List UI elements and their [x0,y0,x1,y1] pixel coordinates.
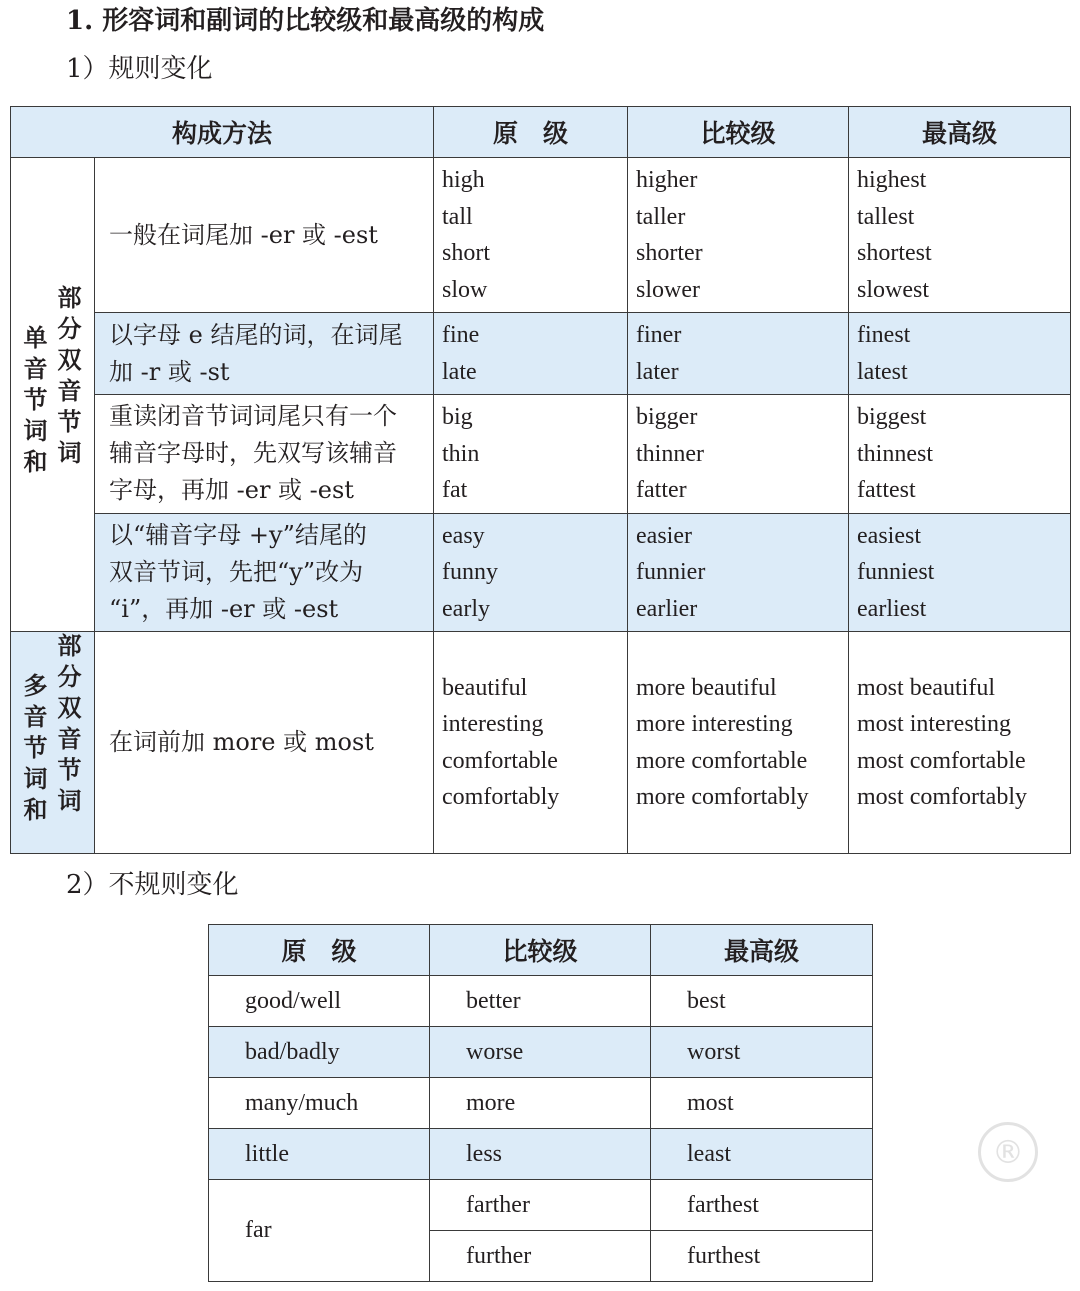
cell-line: thinnest [857,440,934,467]
vertical-char: 双 [57,693,82,722]
vertical-char: 和 [23,795,48,824]
vertical-char: 音 [57,376,82,405]
vertical-char: 词 [23,416,48,445]
irr-superlative: most [651,1078,873,1129]
cell-line: thinner [636,440,704,467]
cell-line: higher [636,167,698,193]
cell-line: fatter [636,477,687,503]
cell-line: fattest [857,477,916,503]
cell-line: most interesting [857,711,1011,737]
group-monosyllabic [11,158,95,632]
irr-comparative: worse [430,1027,651,1078]
irr-comparative: more [430,1078,651,1129]
cell-line: beautiful [442,674,528,701]
superlative-cell [849,313,1071,395]
irr-superlative: worst [651,1027,873,1078]
vertical-char: 和 [23,447,48,476]
irr-comparative: farther [430,1180,651,1231]
vertical-char: 节 [23,385,48,414]
base-cell [434,395,628,514]
cell-line: slowest [857,276,930,303]
vertical-char: 词 [23,764,48,793]
vertical-char: 双 [57,345,82,374]
irregular-heading: 2）不规则变化 [66,870,239,900]
irregular-table [208,924,873,1282]
cell-line: funny [442,559,499,585]
irr-superlative: farthest [651,1180,873,1231]
superlative-cell [849,513,1071,632]
irr-comparative: further [430,1231,651,1282]
regular-heading: 1）规则变化 [66,54,213,84]
superlative-cell [849,158,1071,313]
registered-watermark: ® [978,1122,1038,1182]
group1-right [58,282,82,477]
cell-line: shorter [636,240,703,266]
vertical-char: 部 [57,283,82,312]
cell-line: latest [857,358,908,385]
cell-line: fine [442,322,480,348]
vertical-char: 音 [57,724,82,753]
rule-cell [95,632,434,854]
cell-line: big [442,404,473,430]
vertical-char: 分 [57,314,82,343]
irr-superlative: least [651,1129,873,1180]
irr-base: good/well [209,976,430,1027]
regular-table [10,106,1071,854]
section-title: 1. 形容词和副词的比较级和最高级的构成 [66,6,545,36]
irr-superlative: best [651,976,873,1027]
cell-line: slower [636,276,700,303]
cell-line: late [442,358,477,385]
cell-line: early [442,595,490,622]
cell-line: slow [442,276,488,303]
base-cell [434,158,628,313]
comparative-cell [628,158,849,313]
cell-line: most comfortably [857,784,1027,810]
irr-base: little [209,1129,430,1180]
irr-header-superlative: 最高级 [651,925,873,976]
cell-line: tall [442,203,473,230]
vertical-char: 节 [57,755,82,784]
irr-header-base: 原 级 [209,925,430,976]
header-superlative: 最高级 [849,107,1071,158]
base-cell [434,513,628,632]
cell-line: 重读闭音节词词尾只有一个 [109,402,397,431]
vertical-char: 词 [57,786,82,815]
header-comparative: 比较级 [628,107,849,158]
header-base: 原 级 [434,107,628,158]
header-method: 构成方法 [11,107,434,158]
vertical-char: 节 [57,407,82,436]
cell-line: later [636,358,679,385]
rule-cell [95,513,434,632]
cell-line: tallest [857,203,915,230]
cell-line: 在词前加 more 或 most [109,728,374,756]
cell-line: more comfortably [636,784,809,810]
cell-line: more interesting [636,711,793,737]
cell-line: most beautiful [857,674,995,701]
cell-line: funnier [636,559,706,585]
superlative-cell [849,632,1071,854]
irr-header-comparative: 比较级 [430,925,651,976]
cell-line: more beautiful [636,674,777,701]
irr-superlative: furthest [651,1231,873,1282]
cell-line: funniest [857,559,935,585]
comparative-cell [628,513,849,632]
cell-line: highest [857,167,927,193]
cell-line: earlier [636,595,698,622]
cell-line: thin [442,440,480,467]
cell-line: easier [636,522,692,549]
rule-cell [95,395,434,514]
group1-left [24,322,48,477]
cell-line: taller [636,203,686,230]
cell-line: 一般在词尾加 -er 或 -est [109,220,378,249]
cell-line: 加 -r 或 -st [109,357,230,386]
cell-line: bigger [636,404,698,430]
cell-line: 以“辅音字母 +y”结尾的 [109,520,367,549]
cell-line: 以字母 e 结尾的词，在词尾 [109,320,403,349]
cell-line: high [442,167,485,193]
vertical-char: 部 [57,631,82,660]
vertical-char: 音 [23,354,48,383]
comparative-cell [628,313,849,395]
base-cell [434,313,628,395]
base-cell [434,632,628,854]
irr-base-far: far [209,1180,430,1282]
comparative-cell [628,395,849,514]
cell-line: 辅音字母时，先双写该辅音 [109,439,397,468]
vertical-char: 多 [23,671,48,700]
vertical-char: 单 [23,323,48,352]
cell-line: comfortably [442,784,560,810]
cell-line: easiest [857,522,921,549]
vertical-char: 词 [57,438,82,467]
cell-line: most comfortable [857,747,1026,774]
irr-comparative: less [430,1129,651,1180]
cell-line: more comfortable [636,747,808,774]
cell-line: fat [442,477,468,503]
rule-cell [95,158,434,313]
comparative-cell [628,632,849,854]
superlative-cell [849,395,1071,514]
rule-cell [95,313,434,395]
group2-right [58,630,82,825]
cell-line: 双音节词，先把“y”改为 [109,557,364,586]
cell-line: 字母，再加 -er 或 -est [109,476,354,505]
cell-line: earliest [857,595,927,622]
vertical-char: 分 [57,662,82,691]
cell-line: comfortable [442,747,558,774]
irr-base: bad/badly [209,1027,430,1078]
cell-line: short [442,240,491,266]
cell-line: easy [442,522,485,549]
cell-line: interesting [442,711,544,737]
cell-line: biggest [857,404,927,430]
irr-comparative: better [430,976,651,1027]
vertical-char: 节 [23,733,48,762]
cell-line: finer [636,322,682,348]
group2-left [24,670,48,825]
cell-line: finest [857,322,911,348]
vertical-char: 音 [23,702,48,731]
irr-base: many/much [209,1078,430,1129]
cell-line: shortest [857,240,932,266]
cell-line: “i”，再加 -er 或 -est [109,594,339,623]
group-polysyllabic [11,632,95,854]
